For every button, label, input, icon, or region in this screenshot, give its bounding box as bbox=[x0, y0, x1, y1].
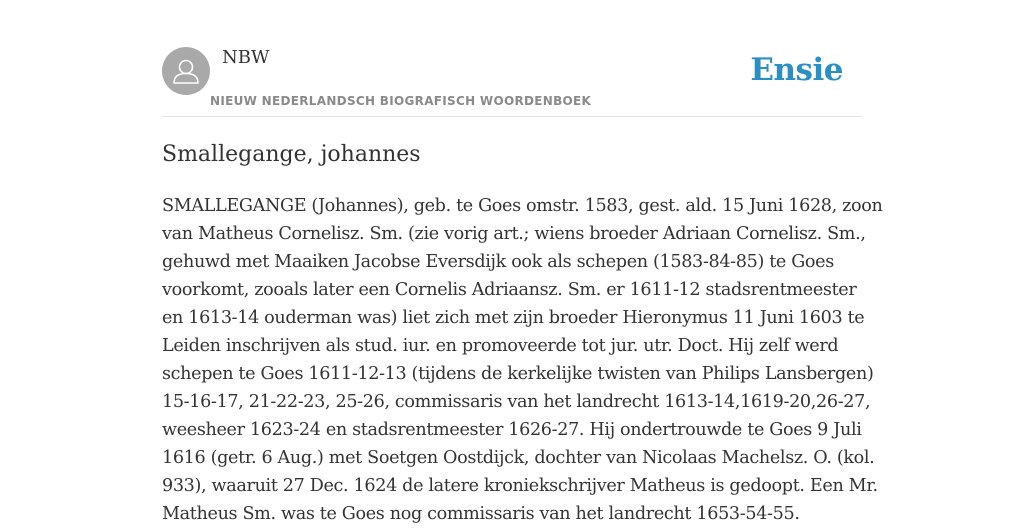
article-line: Leiden inschrijven als stud. iur. en promoveerde tot jur. utr. Doct. Hij zelf werd bbox=[162, 336, 839, 356]
article-line: en 1613-14 ouderman was) liet zich met zijn broeder Hieronymus 11 Juni 1603 te bbox=[162, 308, 865, 328]
source-header bbox=[162, 40, 862, 117]
article-line: SMALLEGANGE (Johannes), geb. te Goes omstr. 1583, gest. ald. 15 Juni 1628, zoon bbox=[162, 196, 883, 216]
article-line: weesheer 1623-24 en stadsrentmeester 1626-27. Hij ondertrouwde te Goes 9 Juli bbox=[162, 420, 862, 440]
article-line: voorkomt, zooals later een Cornelis Adriaansz. Sm. er 1611-12 stadsrentmeester bbox=[162, 280, 857, 300]
article-line: 933), waaruit 27 Dec. 1624 de latere kroniekschrijver Matheus is gedoopt. Een Mr. bbox=[162, 476, 878, 496]
article-title: Smallegange, johannes bbox=[162, 142, 421, 167]
user-icon bbox=[162, 47, 210, 95]
source-name-link[interactable]: NBW bbox=[222, 47, 270, 68]
article-line: 1616 (getr. 6 Aug.) met Soetgen Oostdijck, dochter van Nicolaas Machelsz. O. (kol. bbox=[162, 448, 875, 468]
ensie-logo[interactable]: Ensie bbox=[750, 52, 843, 88]
article-line: Matheus Sm. was te Goes nog commissaris van het landrecht 1653-54-55. bbox=[162, 504, 800, 524]
article-line: gehuwd met Maaiken Jacobse Eversdijk ook als schepen (1583-84-85) te Goes bbox=[162, 252, 834, 272]
article-line: schepen te Goes 1611-12-13 (tijdens de kerkelijke twisten van Philips Lansbergen) bbox=[162, 364, 874, 384]
article-line: van Matheus Cornelisz. Sm. (zie vorig art.; wiens broeder Adriaan Cornelisz. Sm., bbox=[162, 224, 866, 244]
article-line: 15-16-17, 21-22-23, 25-26, commissaris van het landrecht 1613-14,1619-20,26-27, bbox=[162, 392, 871, 412]
source-subtitle: NIEUW NEDERLANDSCH BIOGRAFISCH WOORDENBOEK bbox=[210, 94, 592, 108]
source-avatar[interactable] bbox=[162, 47, 210, 95]
article-body bbox=[162, 192, 883, 528]
